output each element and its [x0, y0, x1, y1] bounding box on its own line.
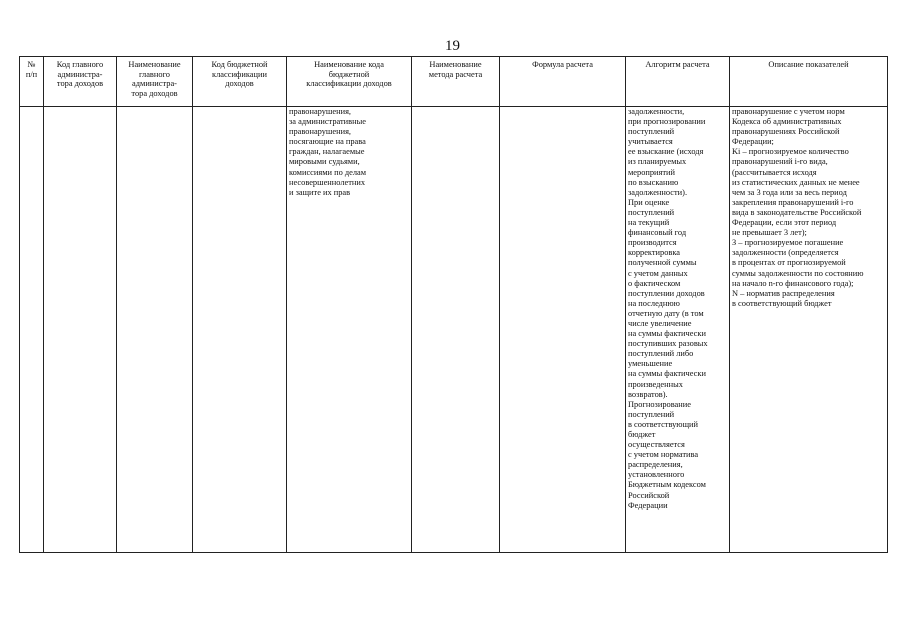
cell-admin-code [44, 107, 117, 553]
header-bk-code: Код бюджетной классификации доходов [193, 57, 287, 107]
header-algorithm: Алгоритм расчета [626, 57, 730, 107]
cell-bk-name: правонарушения, за административные правонарушения, посягающие на права граждан, налагаемые мировыми судьями, комиссиями по делам несовершеннолетних и защите их прав [287, 107, 412, 553]
header-formula: Формула расчета [500, 57, 626, 107]
table-header-row [20, 57, 888, 107]
cell-formula [500, 107, 626, 553]
table-row [20, 107, 888, 553]
header-admin-code: Код главного администра- тора доходов [44, 57, 117, 107]
header-description: Описание показателей [730, 57, 888, 107]
page-number: 19 [445, 38, 460, 54]
cell-description: правонарушение с учетом норм Кодекса об административных правонарушениях Российской Федерации; Ki – прогнозируемое количество правонарушений i-го вида, (рассчитывается исходя из статистических данных не менее чем за 3 года или за весь период закрепления правонарушений i-го вида в законодательстве Российской Федерации, если этот период не превышает 3 лет); З – прогнозируемое погашение задолженности (определяется в процентах от прогнозируемой суммы задолженности по состоянию на начало n-го финансового года); N – норматив распределения в соответствующий бюджет [730, 107, 888, 553]
header-bk-name: Наименование кода бюджетной классификации доходов [287, 57, 412, 107]
cell-bk-code [193, 107, 287, 553]
cell-admin-name [117, 107, 193, 553]
cell-algorithm: задолженности, при прогнозировании поступлений учитывается ее взыскание (исходя из планируемых мероприятий по взысканию задолженности). При оценке поступлений на текущий финансовый год производится корректировка полученной суммы с учетом данных о фактическом поступлении доходов на последнюю отчетную дату (в том числе увеличение на суммы фактически поступивших разовых поступлений либо уменьшение на суммы фактически произведенных возвратов). Прогнозирование поступлений в соответствующий бюджет осуществляется с учетом норматива распределения, установленного Бюджетным кодексом Российской Федерации [626, 107, 730, 553]
cell-num [20, 107, 44, 553]
cell-method [412, 107, 500, 553]
header-method: Наименование метода расчета [412, 57, 500, 107]
header-num: № п/п [20, 57, 44, 107]
revenue-forecast-table [19, 56, 888, 553]
header-admin-name: Наименование главного администра- тора доходов [117, 57, 193, 107]
